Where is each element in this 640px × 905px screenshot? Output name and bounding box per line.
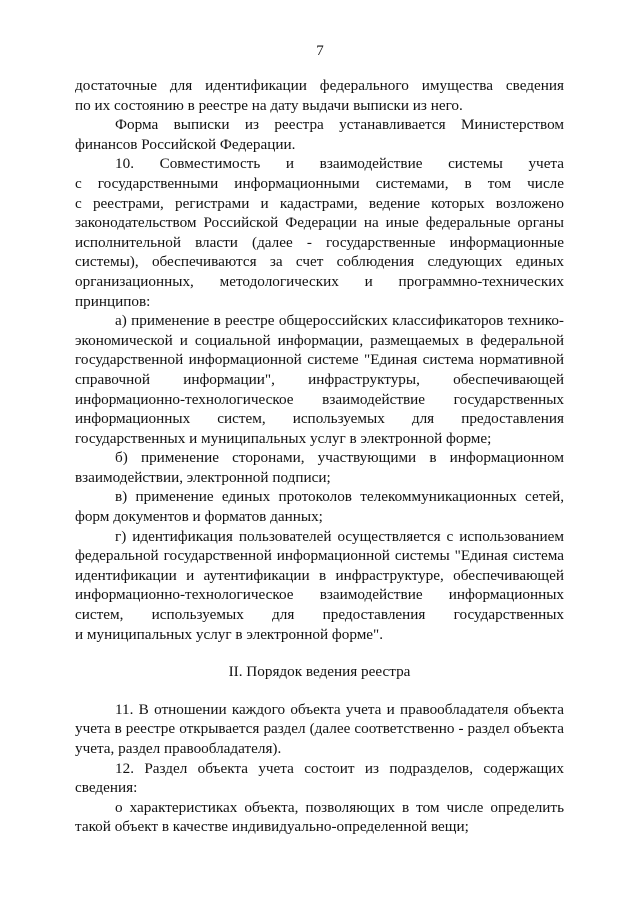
text-line: систем, используемых для предоставления государственных	[75, 606, 564, 624]
text-line: справочной информации", инфраструктуры, обеспечивающей	[75, 370, 564, 388]
paragraph	[75, 154, 564, 311]
text-line: финансов Российской Федерации.	[75, 135, 296, 153]
text-line: б) применение сторонами, участвующими в информационном	[115, 449, 564, 467]
text-line: по их состоянию в реестре на дату выдачи выписки из него.	[75, 96, 463, 114]
paragraphs-before-heading	[75, 76, 564, 644]
text-line: а) применение в реестре общероссийских классификаторов технико-	[115, 312, 564, 330]
text-line: взаимодействии, электронной подписи;	[75, 468, 331, 486]
text-line: в) применение единых протоколов телекоммуникационных сетей,	[115, 488, 564, 506]
paragraph	[75, 759, 564, 798]
text-line: идентификации и аутентификации в инфраструктуре, обеспечивающей	[75, 566, 564, 584]
document-body	[75, 76, 564, 837]
text-line: учета в реестре открывается раздел (далее соответственно - раздел объекта	[75, 720, 564, 738]
text-line: информационно-технологическое взаимодействие государственных	[75, 390, 564, 408]
paragraphs-after-heading	[75, 700, 564, 837]
text-line: 11. В отношении каждого объекта учета и правообладателя объекта	[115, 700, 564, 718]
text-line: государственной информационной системе "Единая система нормативной	[75, 351, 564, 369]
text-line: государственных и муниципальных услуг в электронной форме;	[75, 429, 492, 447]
text-line: законодательством Российской Федерации на иные федеральные органы	[75, 214, 564, 232]
text-line: системы), обеспечиваются за счет соблюдения следующих единых	[75, 253, 564, 271]
text-line: Форма выписки из реестра устанавливается Министерством	[115, 116, 564, 134]
text-line: организационных, методологических и программно-технических	[75, 272, 564, 290]
text-line: с государственными информационными системами, в том числе	[75, 174, 564, 192]
text-line: достаточные для идентификации федерального имущества сведения	[75, 77, 564, 94]
text-line: сведения:	[75, 779, 138, 797]
text-line: форм документов и форматов данных;	[75, 508, 323, 526]
section-heading: II. Порядок ведения реестра	[228, 663, 411, 681]
text-line: федеральной государственной информационной системы "Единая система	[75, 547, 564, 565]
paragraph	[75, 448, 564, 487]
paragraph	[75, 527, 564, 645]
page-number: 7	[316, 43, 324, 59]
paragraph	[75, 311, 564, 448]
text-line: информационных систем, используемых для предоставления	[75, 410, 564, 428]
text-line: 12. Раздел объекта учета состоит из подразделов, содержащих	[115, 759, 564, 777]
text-line: информационно-технологическое взаимодействие информационных	[75, 586, 564, 604]
text-line: о характеристиках объекта, позволяющих в том числе определить	[115, 798, 564, 816]
text-line: принципов:	[75, 292, 151, 310]
text-line: экономической и социальной информации, размещаемых в федеральной	[75, 331, 564, 349]
text-line: 10. Совместимость и взаимодействие системы учета	[115, 155, 564, 173]
text-line: такой объект в качестве индивидуально-определенной вещи;	[75, 818, 469, 836]
paragraph	[75, 700, 564, 759]
text-line: с реестрами, регистрами и кадастрами, ведение которых возложено	[75, 194, 564, 212]
text-line: и муниципальных услуг в электронной форме".	[75, 625, 384, 643]
text-line: г) идентификация пользователей осуществляется с использованием	[115, 527, 564, 545]
text-line: исполнительной власти (далее - государственные информационные	[75, 233, 564, 251]
paragraph	[75, 115, 564, 154]
paragraph	[75, 487, 564, 526]
paragraph	[75, 798, 564, 837]
text-line: учета, раздел правообладателя).	[75, 740, 282, 757]
paragraph	[75, 76, 564, 115]
